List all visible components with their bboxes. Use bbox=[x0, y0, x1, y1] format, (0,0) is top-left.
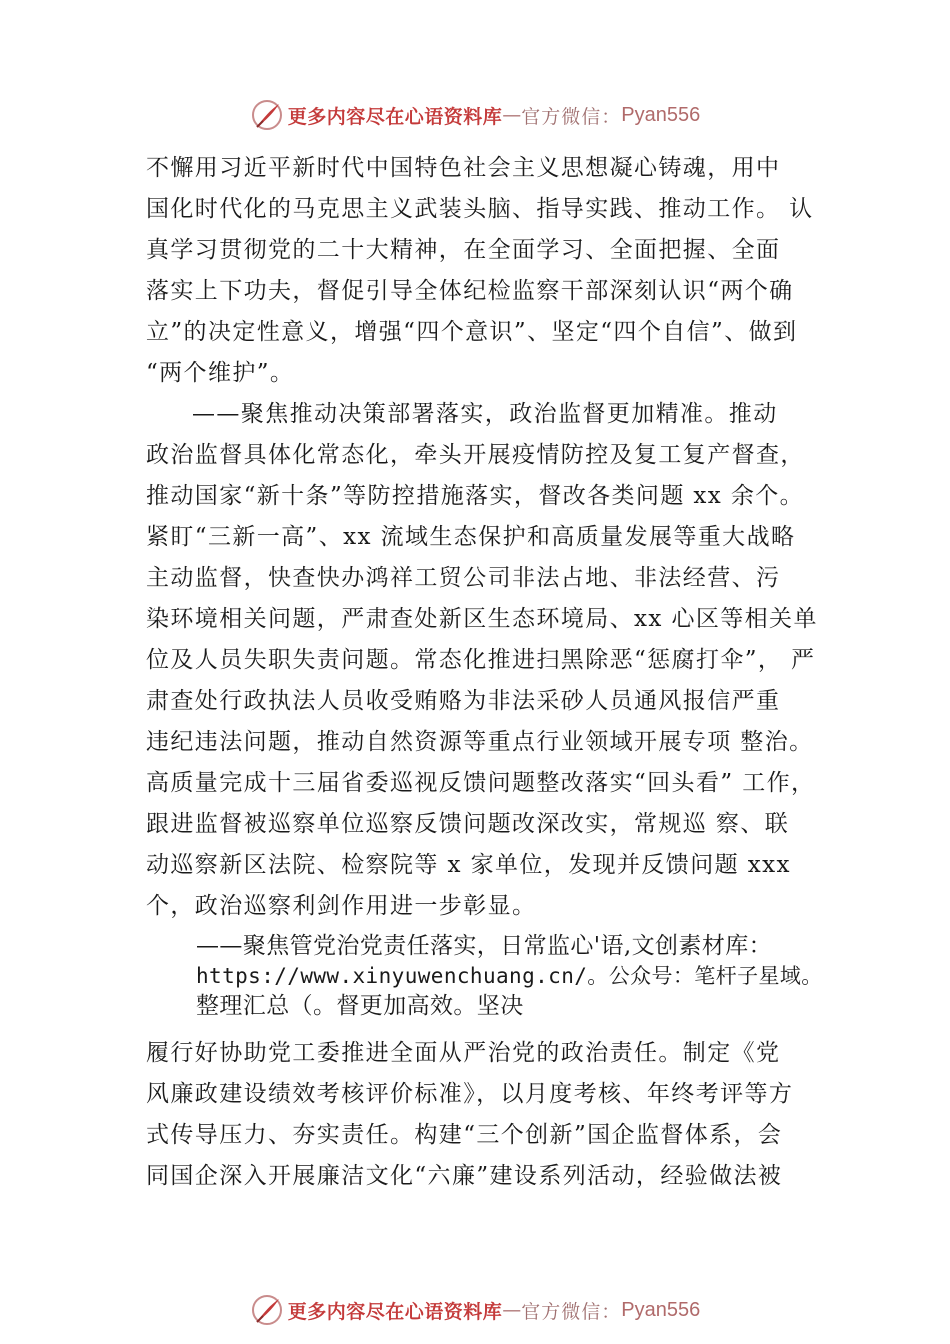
lead-line: ——聚焦管党治党责任落实，日常监心'语,文创素材库： bbox=[196, 933, 773, 959]
banner-brand-text: 更多内容尽在心语资料库 bbox=[287, 1300, 503, 1323]
body-line: 紧盯“三新一高”、xx 流域生态保护和高质量发展等重大战略 bbox=[146, 524, 796, 550]
body-line: 染环境相关问题，严肃查处新区生态环境局、xx 心区等相关单 bbox=[146, 606, 818, 632]
body-line: 跟进监督被巡察单位巡察反馈问题改深改实，常规巡 察、联 bbox=[146, 811, 790, 837]
quill-in-circle-icon bbox=[250, 98, 284, 132]
body-line: 履行好协助党工委推进全面从严治党的政治责任。制定《党 bbox=[146, 1040, 781, 1066]
document-body bbox=[146, 148, 836, 1197]
banner-wechat-label: 官方微信： bbox=[521, 1300, 622, 1323]
banner-dash: — bbox=[502, 1299, 522, 1321]
body-line: 肃查处行政执法人员收受贿赂为非法采砂人员通风报信严重 bbox=[146, 688, 781, 714]
body-line: 落实上下功夫，督促引导全体纪检监察干部深刻认识“两个确 bbox=[146, 278, 794, 304]
footer-watermark-banner bbox=[0, 1290, 950, 1330]
banner-brand-text: 更多内容尽在心语资料库 bbox=[287, 105, 503, 128]
quill-in-circle-icon bbox=[250, 1293, 284, 1327]
body-line: “两个维护”。 bbox=[146, 360, 295, 386]
banner-wechat-label: 官方微信： bbox=[521, 105, 622, 128]
body-line: 同国企深入开展廉洁文化“六廉”建设系列活动，经验做法被 bbox=[146, 1163, 783, 1189]
body-line: 式传导压力、夯实责任。构建“三个创新”国企监督体系，会 bbox=[146, 1122, 783, 1148]
lead-url-line: https://www.xinyuwenchuang.cn/。公众号：笔杆子星域。 bbox=[196, 964, 823, 988]
banner-wechat-id: Pyan556 bbox=[621, 1298, 701, 1321]
body-line: 不懈用习近平新时代中国特色社会主义思想凝心铸魂，用中 bbox=[146, 155, 781, 181]
body-line: 高质量完成十三届省委巡视反馈问题整改落实“回头看” 工作， bbox=[146, 770, 816, 796]
lead-line: 整理汇总（。督更加高效。坚决 bbox=[196, 993, 524, 1019]
header-watermark-banner bbox=[0, 95, 950, 135]
body-line: 真学习贯彻党的二十大精神，在全面学习、全面把握、全面 bbox=[146, 237, 781, 263]
body-line: 个，政治巡察利剑作用进一步彰显。 bbox=[146, 893, 537, 919]
body-line: 主动监督，快查快办鸿祥工贸公司非法占地、非法经营、污 bbox=[146, 565, 781, 591]
body-line: 风廉政建设绩效考核评价标准》，以月度考核、年终考评等方 bbox=[146, 1081, 794, 1107]
body-line: ——聚焦推动决策部署落实，政治监督更加精准。推动 bbox=[192, 401, 778, 427]
banner-wechat-id: Pyan556 bbox=[621, 103, 701, 126]
banner-dash: — bbox=[502, 104, 522, 126]
body-line: 违纪违法问题，推动自然资源等重点行业领域开展专项 整治。 bbox=[146, 729, 814, 755]
body-line: 立”的决定性意义，增强“四个意识”、坚定“四个自信”、做到 bbox=[146, 319, 798, 345]
body-line: 政治监督具体化常态化，牵头开展疫情防控及复工复产督查， bbox=[146, 442, 805, 468]
body-line: 推动国家“新十条”等防控措施落实，督改各类问题 xx 余个。 bbox=[146, 483, 805, 509]
body-line: 位及人员失职失责问题。常态化推进扫黑除恶“惩腐打伞”， 严 bbox=[146, 647, 816, 673]
body-line: 动巡察新区法院、检察院等 x 家单位，发现并反馈问题 xxx bbox=[146, 852, 791, 878]
body-line: 国化时代化的马克思主义武装头脑、指导实践、推动工作。 认 bbox=[146, 196, 814, 222]
